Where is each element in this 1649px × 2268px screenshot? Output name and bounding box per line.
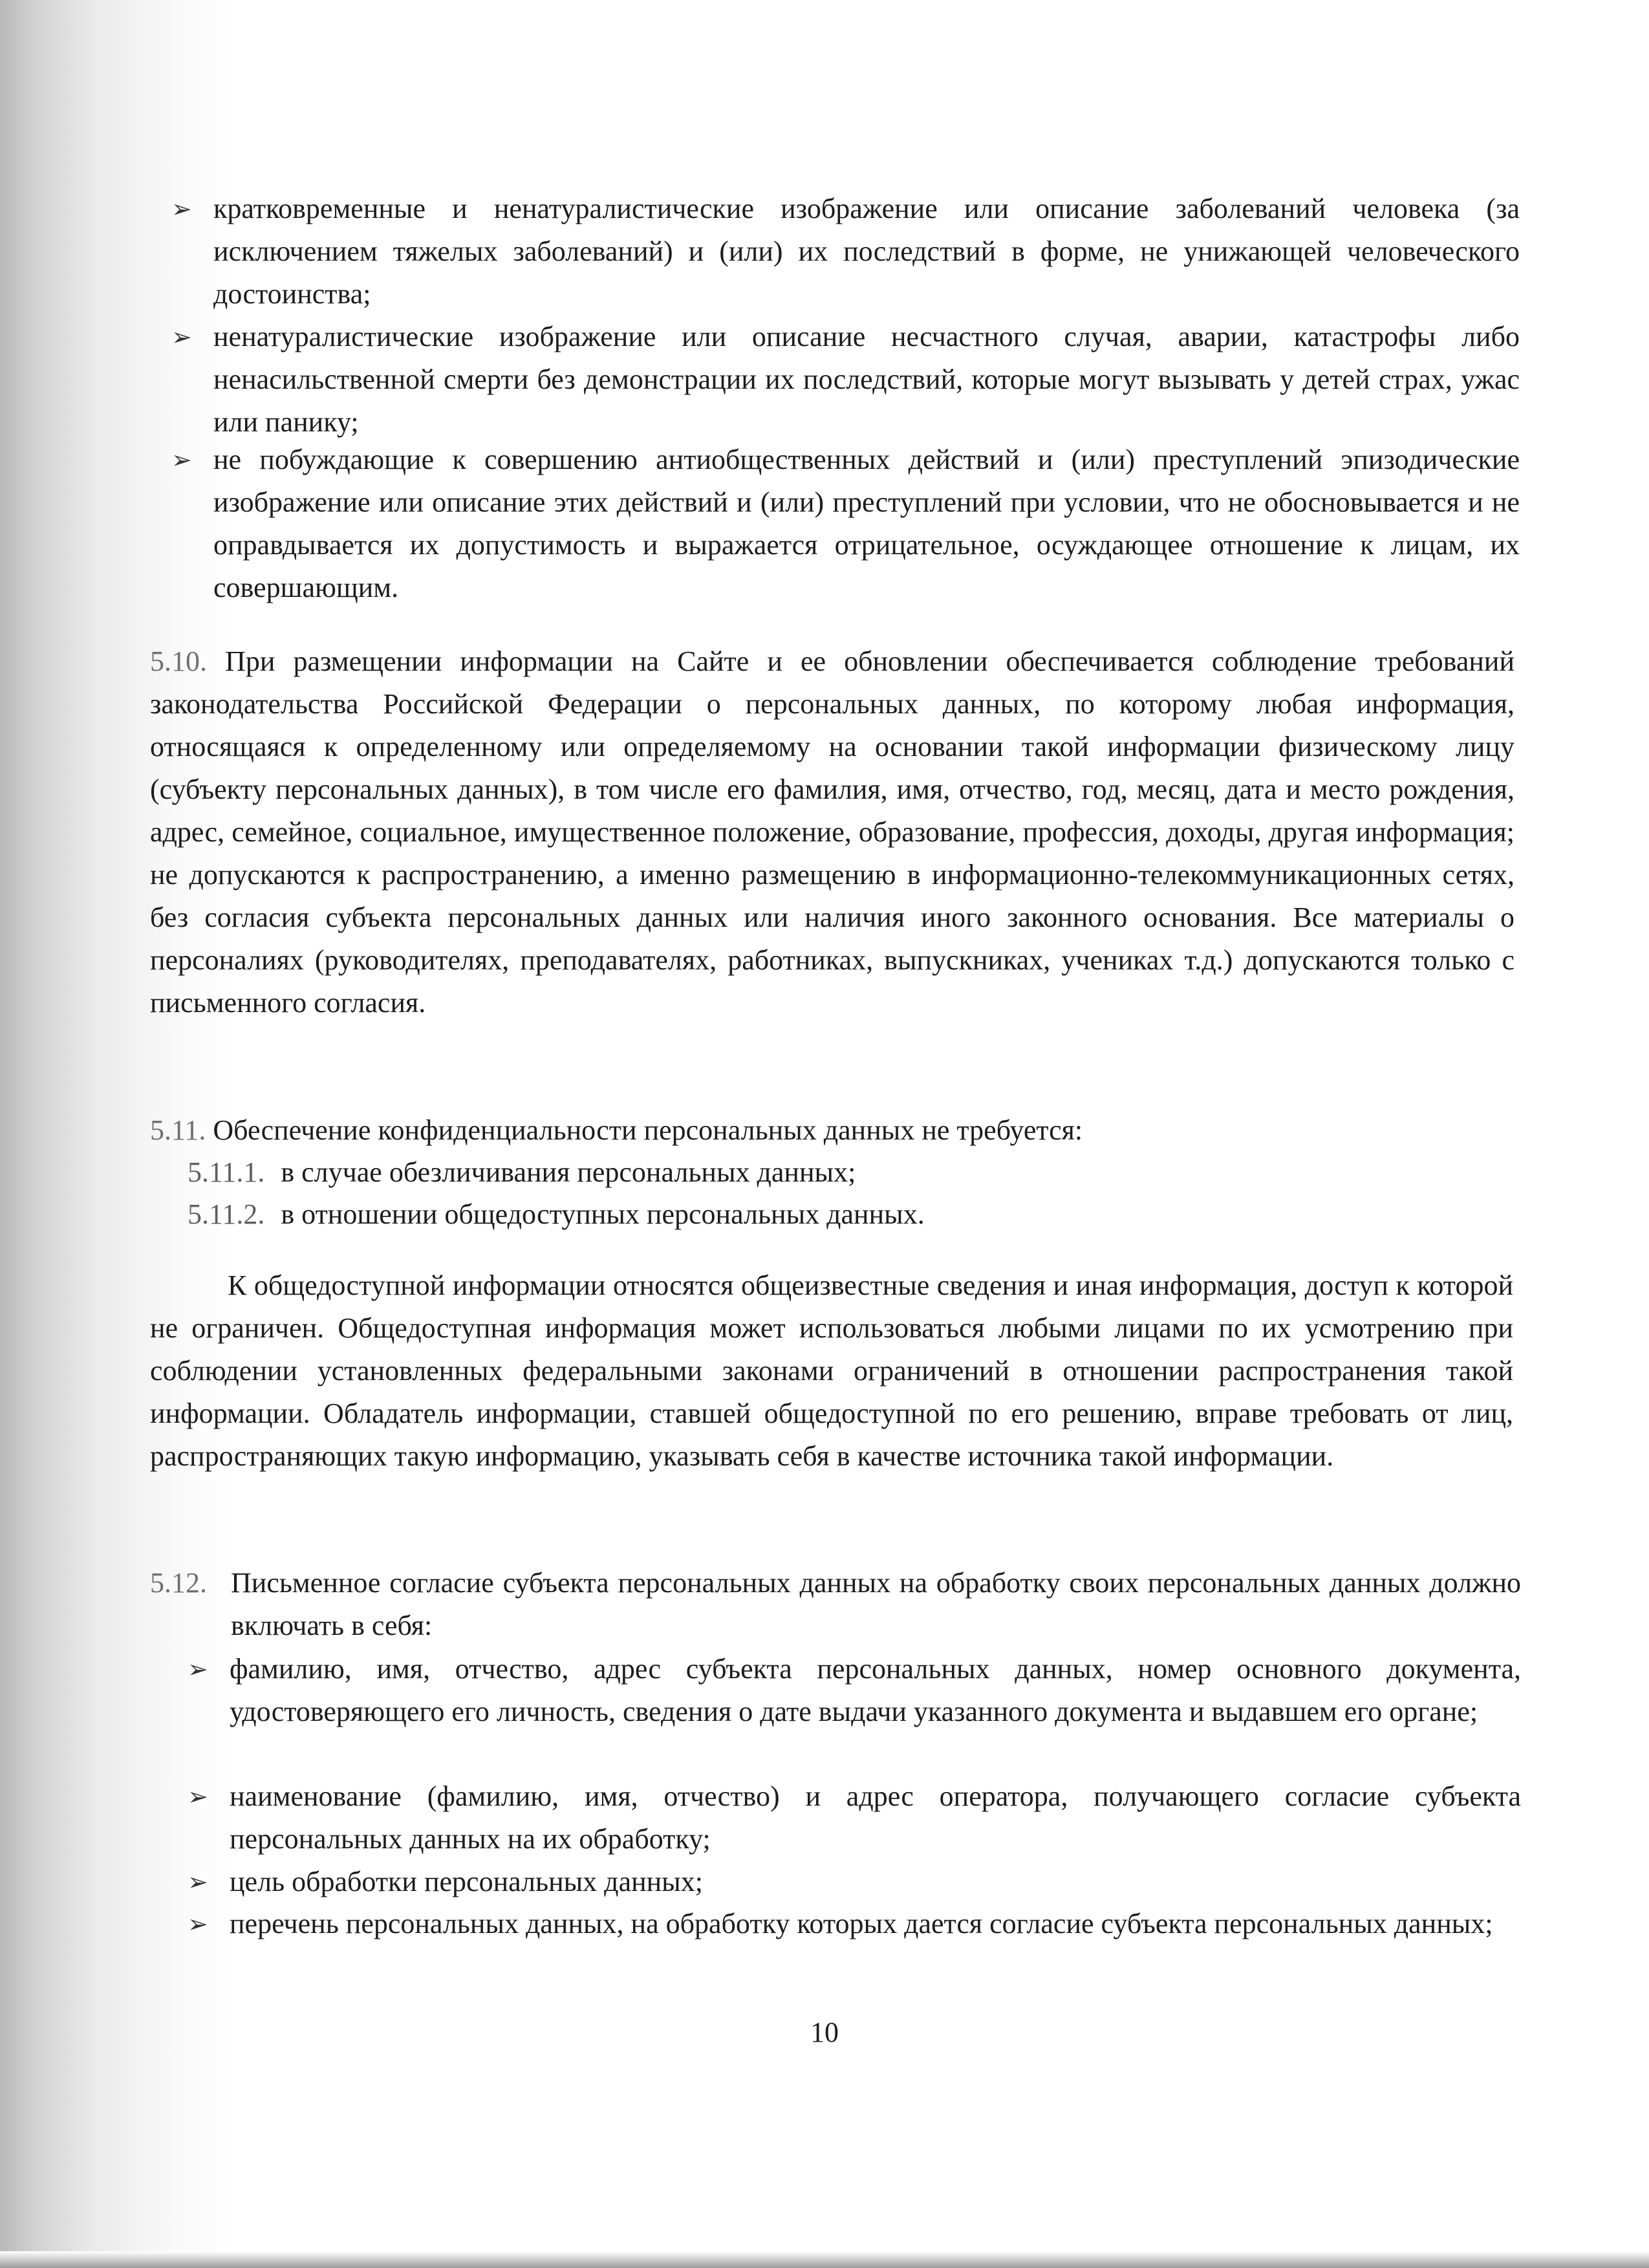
section-text: При размещении информации на Сайте и ее обновлении обеспечивается соблюдение требований законодательства Российской Федерации о персональных данных, по которому любая информация, относящаяся к определенному или определяемому на основании такой информации физическому лицу (субъекту персональных данных), в том числе его фамилия, имя, отчество, год, месяц, дата и место рождения, адрес, семейное, социальное, имущественное положение, образование, профессия, доходы, другая информация; не допускаются к распространению, а именно размещению в информационно-телекоммуникационных сетях, без согласия субъекта персональных данных или наличия иного законного основания. Все материалы о персоналиях (руководителях, преподавателях, работниках, выпускниках, учениках т.д.) допускаются только с письменного согласия. [150, 645, 1514, 1019]
arrow-bullet-icon: ➢ [188, 1868, 208, 1896]
section-5-10 [150, 640, 1514, 1024]
page-number: 10 [810, 2016, 839, 2048]
list-item-text: кратковременные и ненатуралистические изображение или описание заболеваний человека (за исключением тяжелых заболеваний) и (или) их последствий в форме, не унижающей человеческого достоинства; [213, 193, 1520, 310]
section-text: Письменное согласие субъекта персональных данных на обработку своих персональных данных должно включать в себя: [231, 1567, 1521, 1641]
subsection-item [188, 1193, 925, 1236]
paragraph-public-info: К общедоступной информации относятся общеизвестные сведения и иная информация, доступ к которой не ограничен. Общедоступная информация может использоваться любыми лицами по их усмотрению при соблюдении установленных федеральными законами ограничений в отношении распространения такой информации. Обладатель информации, ставшей общедоступной по его решению, вправе требовать от лиц, распространяющих такую информацию, указывать себя в качестве источника такой информации. [150, 1269, 1513, 1472]
arrow-bullet-icon: ➢ [171, 446, 192, 474]
list-item-text: не побуждающие к совершению антиобщественных действий и (или) преступлений эпизодические изображение или описание этих действий и (или) преступлений при условии, что не обосновывается и не оправдывается их допустимость и выражается отрицательное, осуждающее отношение к лицам, их совершающим. [213, 444, 1520, 603]
subsection-item [188, 1151, 856, 1194]
list-item-text: цель обработки персональных данных; [230, 1866, 703, 1897]
section-number: 5.12. [150, 1567, 207, 1599]
arrow-bullet-icon: ➢ [188, 1782, 208, 1811]
arrow-bullet-icon: ➢ [188, 1910, 208, 1938]
section-5-11 [150, 1109, 1521, 1152]
subsection-text: в случае обезличивания персональных данных; [281, 1156, 856, 1188]
list-item-text: фамилию, имя, отчество, адрес субъекта персональных данных, номер основного документа, удостоверяющего его личность, сведения о дате выдачи указанного документа и выдавшем его органе; [230, 1653, 1521, 1727]
arrow-bullet-icon: ➢ [171, 323, 192, 351]
subsection-number: 5.11.1. [188, 1156, 265, 1188]
list-item-text: ненатуралистические изображение или описание несчастного случая, аварии, катастрофы либо ненасильственной смерти без демонстрации их последствий, которые могут вызывать у детей страх, ужас или панику; [213, 321, 1520, 438]
list-item-text: перечень персональных данных, на обработку которых дается согласие субъекта персональных данных; [230, 1908, 1493, 1939]
arrow-bullet-icon: ➢ [188, 1655, 208, 1683]
list-item-text: наименование (фамилию, имя, отчество) и адрес оператора, получающего согласие субъекта персональных данных на их обработку; [230, 1780, 1521, 1855]
subsection-number: 5.11.2. [188, 1198, 265, 1230]
section-number: 5.10. [150, 645, 207, 677]
section-number: 5.11. [150, 1114, 206, 1146]
section-text: Обеспечение конфиденциальности персональных данных не требуется: [213, 1114, 1083, 1146]
subsection-text: в отношении общедоступных персональных данных. [281, 1198, 925, 1230]
arrow-bullet-icon: ➢ [171, 195, 192, 223]
scan-bottom-edge [0, 2251, 1649, 2268]
